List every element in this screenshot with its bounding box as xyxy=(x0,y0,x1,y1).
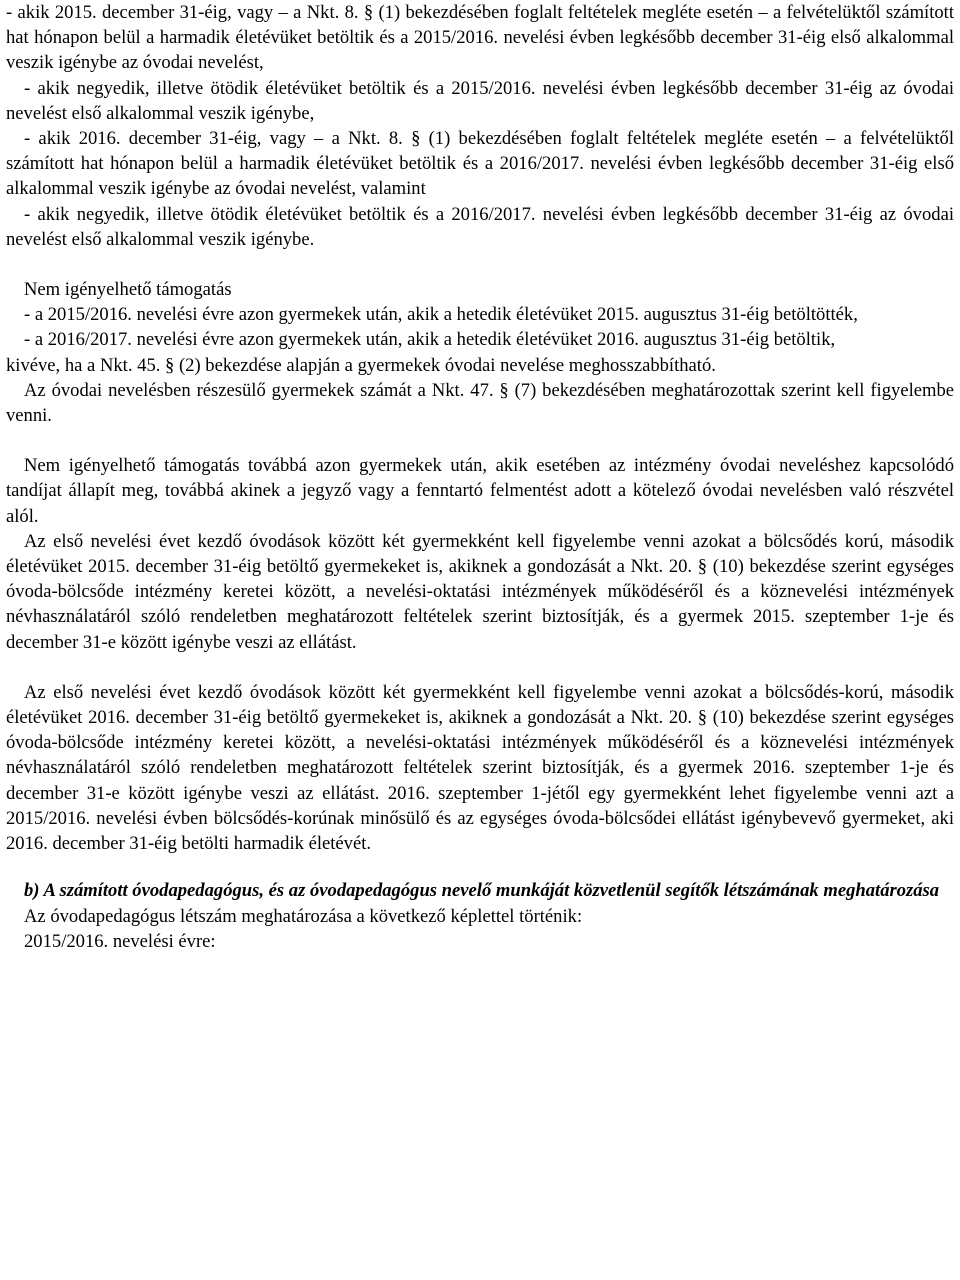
paragraph-bolcsodes-2015: Az első nevelési évet kezdő óvodások között két gyermekként kell figyelembe venni azokat a bölcsődés korú, második életévüket 2015. december 31-éig betöltő gyermekeket is, akiknek a gondozását a Nkt. 20. § (10) bekezdése szerint egységes óvoda-bölcsőde intézmény keretei között, a nevelési-oktatási intézmények működéséről és a köznevelési intézmények névhasználatáról szóló rendeletben meghatározott feltételek szerint biztosítják, és a gyermek 2015. szeptember 1-je és december 31-e között igénybe veszi az ellátást. xyxy=(6,530,954,653)
paragraph-nem-igenyelheto-heading: Nem igényelhető támogatás xyxy=(24,279,232,301)
paragraph-tandij: Nem igényelhető támogatás továbbá azon gyermekek után, akik esetében az intézmény óvodai neveléshez kapcsolódó tandíjat állapít meg, továbbá akinek a jegyző vagy a fenntartó felmentést adott a kötelező óvodai nevelésben való részvétel alól. xyxy=(6,455,954,527)
paragraph-2015-2016-kizaras: - a 2015/2016. nevelési évre azon gyermekek után, akik a hetedik életévüket 2015. augusztus 31-éig betöltötték, xyxy=(24,304,858,326)
paragraph-2015-2016-nevelesi-evre: 2015/2016. nevelési évre: xyxy=(24,930,216,952)
paragraph-kiveve: kivéve, ha a Nkt. 45. § (2) bekezdése alapján a gyermekek óvodai nevelése meghosszabbítható. xyxy=(6,354,716,376)
document-page xyxy=(6,0,954,954)
paragraph-akik-2016-negyedik: - akik negyedik, illetve ötödik életévüket betöltik és a 2016/2017. nevelési évben legkésőbb december 31-éig az óvodai nevelést első alkalommal veszik igénybe. xyxy=(6,203,954,250)
paragraph-akik-2016-harmadik: - akik 2016. december 31-éig, vagy – a Nkt. 8. § (1) bekezdésében foglalt feltételek megléte esetén – a felvételüktől számított hat hónapon belül a harmadik életévüket betöltik és a 2016/2017. nevelési évben legkésőbb december 31-éig első alkalommal veszik igénybe az óvodai nevelést, valamint xyxy=(6,128,954,200)
paragraph-gyermekek-szama: Az óvodai nevelésben részesülő gyermekek számát a Nkt. 47. § (7) bekezdésében meghatározottak szerint kell figyelembe venni. xyxy=(6,379,954,427)
paragraph-akik-2015-harmadik: - akik 2015. december 31-éig, vagy – a Nkt. 8. § (1) bekezdésében foglalt feltételek megléte esetén – a felvételüktől számított hat hónapon belül a harmadik életévüket betöltik és a 2015/2016. nevelési évben legkésőbb december 31-éig első alkalommal veszik igénybe az óvodai nevelést, xyxy=(6,2,954,74)
paragraph-akik-2015-negyedik: - akik negyedik, illetve ötödik életévüket betöltik és a 2015/2016. nevelési évben legkésőbb december 31-éig az óvodai nevelést első alkalommal veszik igénybe, xyxy=(6,77,954,124)
paragraph-kepelet-intro: Az óvodapedagógus létszám meghatározása a következő képlettel történik: xyxy=(24,905,583,927)
section-heading-b: b) A számított óvodapedagógus, és az óvodapedagógus nevelő munkáját közvetlenül segítők létszámának meghatározása xyxy=(24,880,940,902)
paragraph-2016-2017-kizaras: - a 2016/2017. nevelési évre azon gyermekek után, akik a hetedik életévüket 2016. augusztus 31-éig betöltik, xyxy=(24,329,836,351)
paragraph-bolcsodes-2016: Az első nevelési évet kezdő óvodások között két gyermekként kell figyelembe venni azokat a bölcsődés-korú, második életévüket 2016. december 31-éig betöltő gyermekeket is, akiknek a gondozását a Nkt. 20. § (10) bekezdése szerint egységes óvoda-bölcsőde intézmény keretei között, a nevelési-oktatási intézmények működéséről és a köznevelési intézmények névhasználatáról szóló rendeletben meghatározott feltételek szerint biztosítják, és a gyermek 2016. szeptember 1-je és december 31-e között igénybe veszi az ellátást. 2016. szeptember 1-jétől egy gyermekként lehet figyelembe venni azt a 2015/2016. nevelési évben bölcsődés-korúnak minősülő és az egységes óvoda-bölcsődei ellátást igénybevevő gyermeket, aki 2016. december 31-éig betölti harmadik életévét. xyxy=(6,681,954,855)
